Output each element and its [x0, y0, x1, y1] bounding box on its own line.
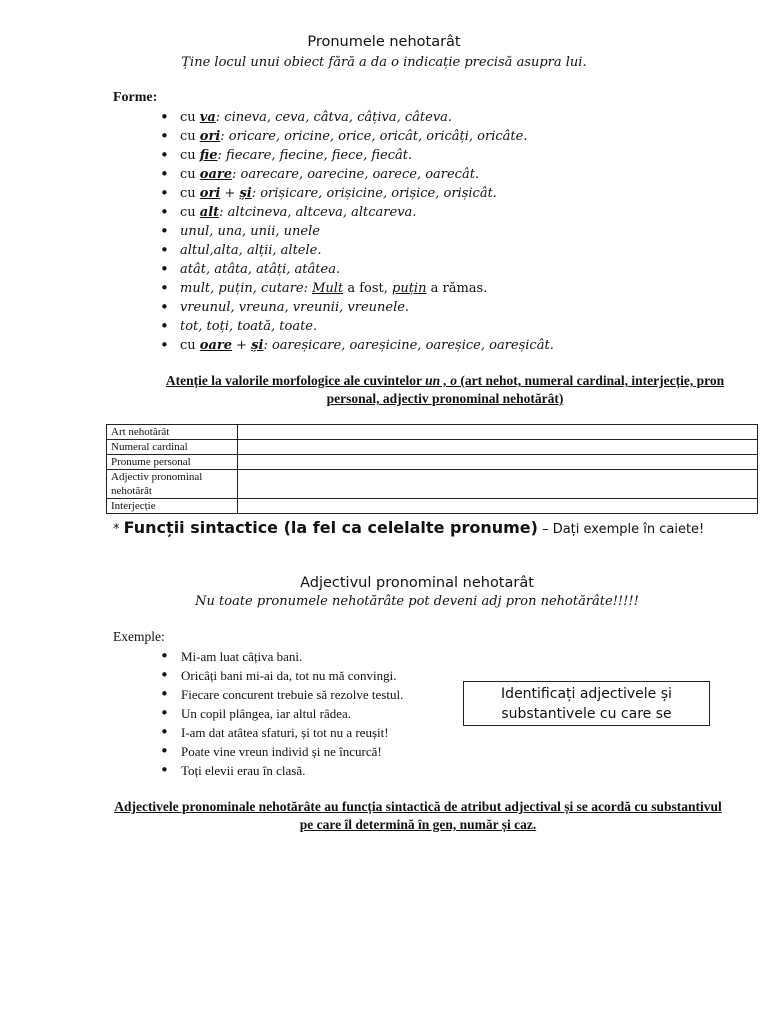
table-cell-label: Adjectiv pronominal nehotărât — [107, 470, 238, 499]
table-cell-label: Art nehotărât — [107, 425, 238, 440]
examples-list — [160, 647, 403, 780]
table-cell-value — [238, 455, 758, 470]
forme-label: Forme: — [113, 90, 158, 105]
table-row — [107, 425, 758, 440]
table-cell-label: Pronume personal — [107, 455, 238, 470]
section-title: Adjectivul pronominal nehotarât — [300, 575, 534, 591]
list-item: • cu oare + și: oareșicare, oareșicine, oareșice, oareșicât. — [160, 336, 554, 355]
table-row — [107, 470, 758, 499]
list-item: • Oricâți bani mi-ai da, tot nu mă convingi. — [160, 666, 403, 685]
table-cell-value — [238, 425, 758, 440]
list-item: • tot, toți, toată, toate. — [160, 317, 554, 336]
table-row — [107, 440, 758, 455]
list-item: • Toți elevii erau în clasă. — [160, 761, 403, 780]
list-item: • Fiecare concurent trebuie să rezolve testul. — [160, 685, 403, 704]
list-item: • cu ori: oricare, oricine, orice, oricât, oricâți, oricâte. — [160, 127, 554, 146]
forms-list — [160, 108, 554, 355]
list-item: • cu ori + și: orișicare, orișicine, orișice, orișicât. — [160, 184, 554, 203]
table-row — [107, 455, 758, 470]
section-subtitle: Nu toate pronumele nehotărâte pot deveni adj pron nehotărâte!!!!! — [195, 594, 639, 609]
list-item: • atât, atâta, atâți, atâtea. — [160, 260, 554, 279]
exercise-textbox — [463, 681, 710, 726]
list-item: • cu va: cineva, ceva, câtva, câțiva, câteva. — [160, 108, 554, 127]
list-item: • unul, una, unii, unele — [160, 222, 554, 241]
list-item: • cu oare: oarecare, oarecine, oarece, oarecât. — [160, 165, 554, 184]
page-title: Pronumele nehotarât — [307, 34, 461, 50]
page-subtitle: Ține locul unui obiect fără a da o indicație precisă asupra lui. — [181, 55, 587, 70]
table-row — [107, 499, 758, 514]
textbox-line: substantivele cu care se — [501, 706, 672, 722]
syntactic-functions-heading: * Funcții sintactice (la fel ca celelalte pronume) – Dați exemple în caiete! — [113, 518, 705, 537]
list-item: • Un copil plângea, iar altul râdea. — [160, 704, 403, 723]
table-cell-value — [238, 499, 758, 514]
list-item: • mult, puțin, cutare: Mult a fost, puțin a rămas. — [160, 279, 554, 298]
morphology-table — [106, 424, 758, 514]
conclusion-note: Adjectivele pronominale nehotărâte au funcția sintactică de atribut adjectival și se acordă cu substantivul pe care îl determină în gen, număr și caz. — [114, 799, 722, 832]
table-cell-value — [238, 440, 758, 455]
list-item: • Poate vine vreun individ și ne încurcă! — [160, 742, 403, 761]
table-cell-value — [238, 470, 758, 499]
table-cell-label: Interjecție — [107, 499, 238, 514]
attention-note: Atenție la valorile morfologice ale cuvintelor un , o (art nehot, numeral cardinal, interjecție, pron personal, adjectiv pronominal nehotărât) — [165, 373, 725, 406]
list-item: • vreunul, vreuna, vreunii, vreunele. — [160, 298, 554, 317]
exemple-label: Exemple: — [113, 629, 165, 644]
table-cell-label: Numeral cardinal — [107, 440, 238, 455]
list-item: • cu fie: fiecare, fiecine, fiece, fiecât. — [160, 146, 554, 165]
textbox-line: Identificați adjectivele și — [501, 686, 672, 702]
list-item: • Mi-am luat câțiva bani. — [160, 647, 403, 666]
list-item: • altul,alta, alții, altele. — [160, 241, 554, 260]
list-item: • cu alt: altcineva, altceva, altcareva. — [160, 203, 554, 222]
list-item: • I-am dat atâtea sfaturi, și tot nu a reușit! — [160, 723, 403, 742]
